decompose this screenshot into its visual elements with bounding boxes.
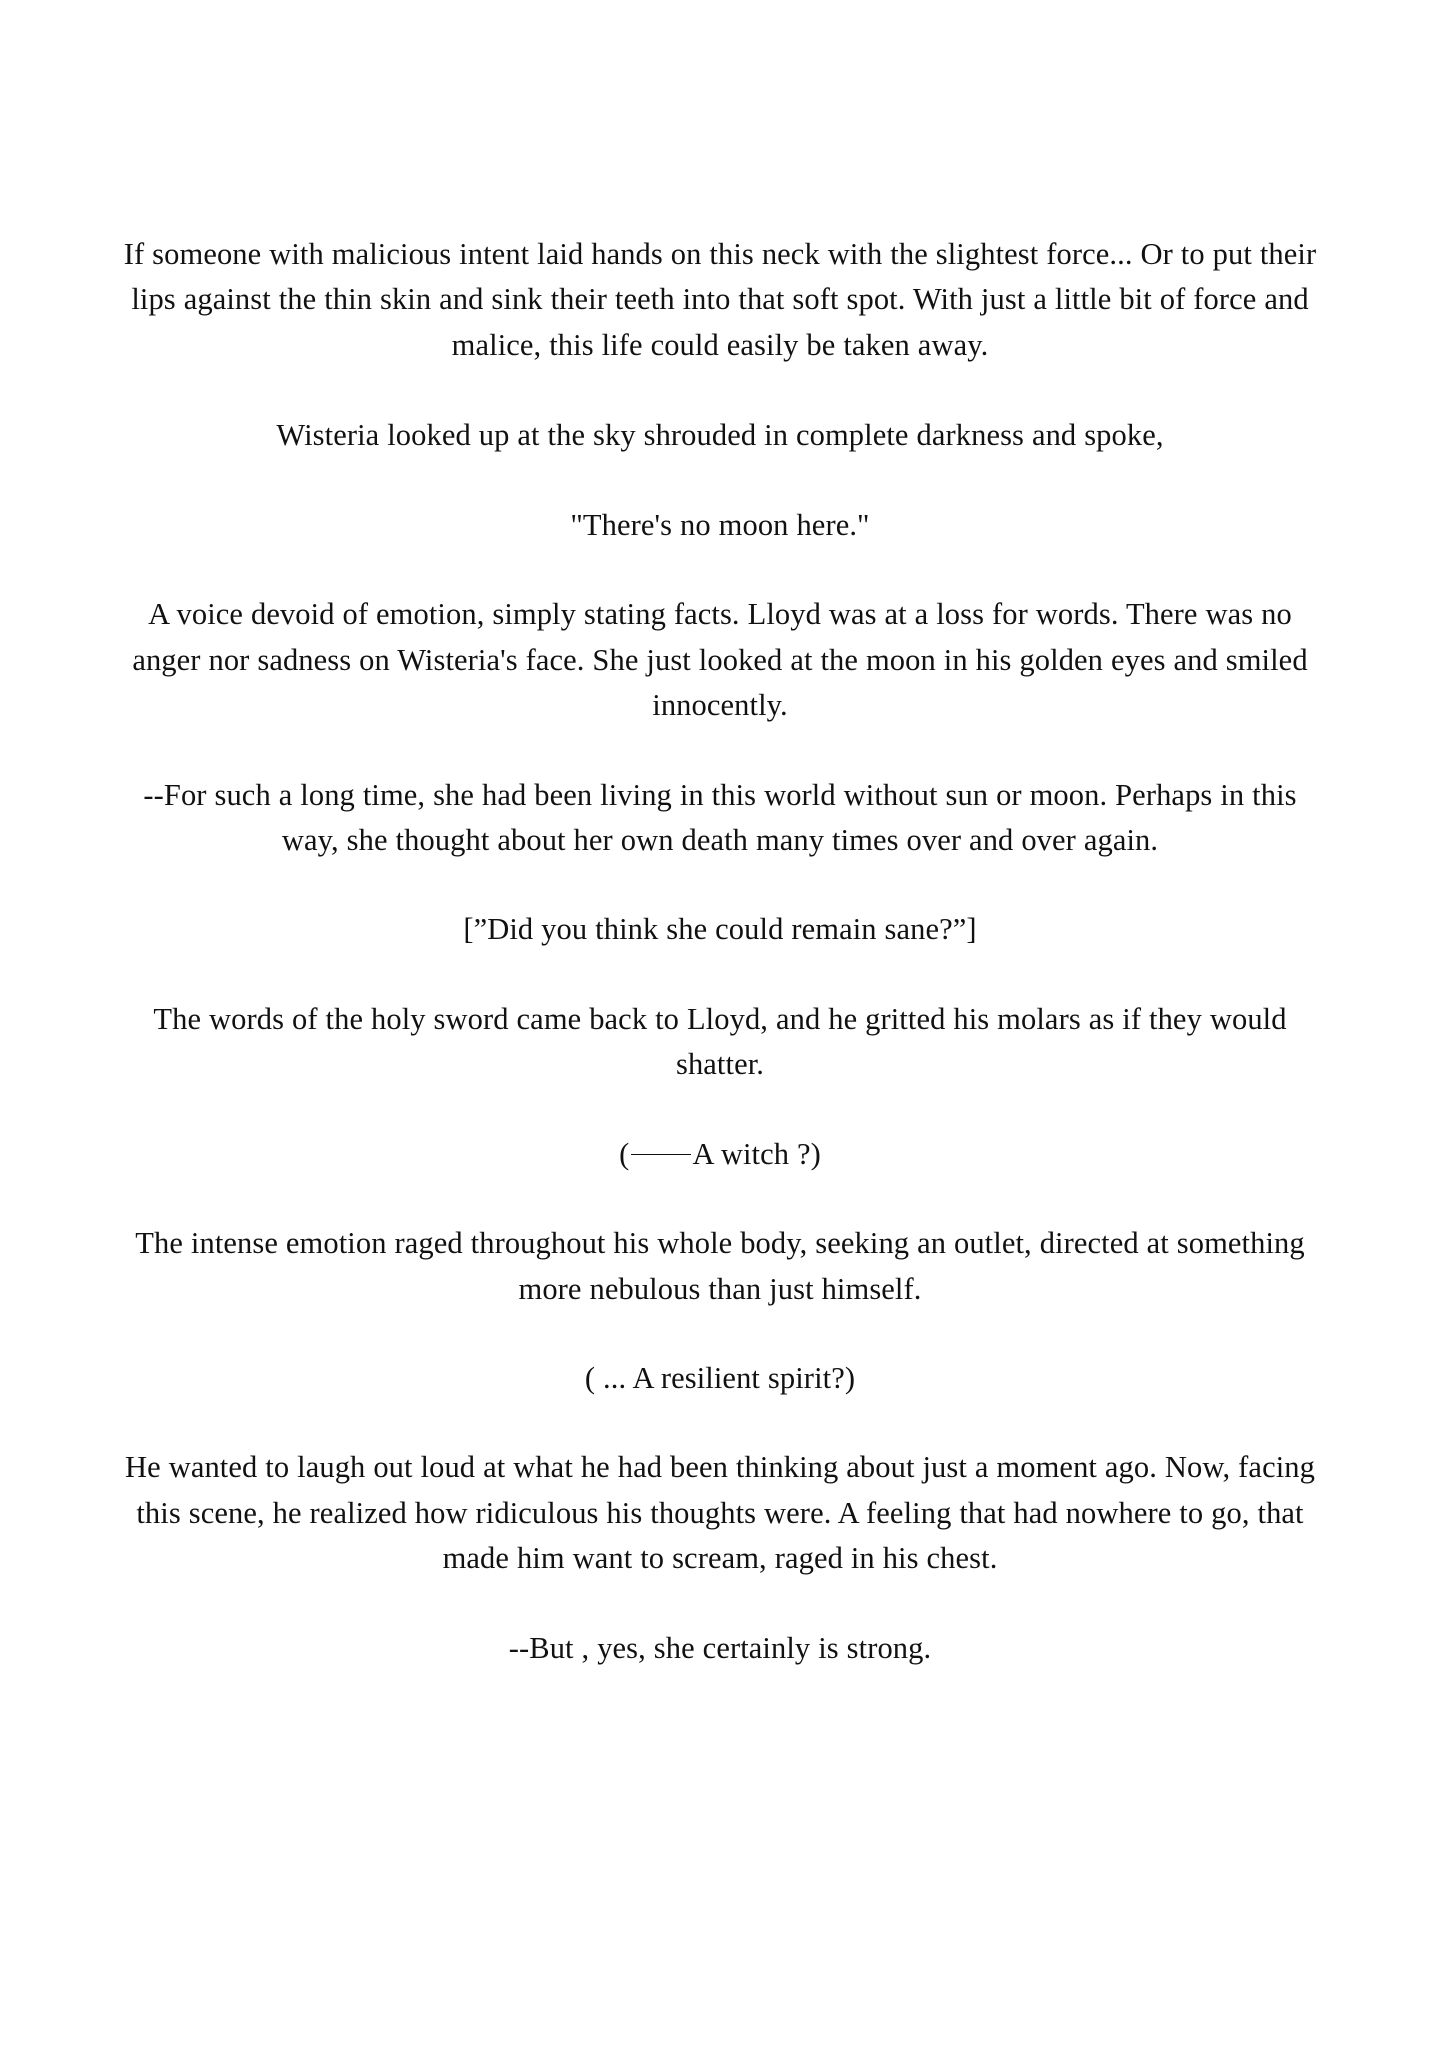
parenthetical-resilient-spirit: ( ... A resilient spirit?) [584,1361,856,1395]
paragraph-closing-she-is-strong: --But , yes, she certainly is strong. [508,1630,932,1665]
paragraph-wanted-to-laugh: He wanted to laugh out loud at what he had been thinking about just a moment ago. Now, facing this scene, he realized how ridiculous his thoughts were. A feeling that had nowhere to go, that made him want to scream, raged in his chest. [125,1450,1315,1576]
paragraph-wisteria-looks-up: Wisteria looked up at the sky shrouded in complete darkness and spoke, [276,418,1164,453]
paragraph-living-without-sun-or-moon: --For such a long time, she had been living in this world without sun or moon. Perhaps in this way, she thought about her own death many times over and over again. [143,777,1297,857]
paragraph-spacer [118,1312,1322,1356]
paragraph-holy-sword-words: The words of the holy sword came back to Lloyd, and he gritted his molars as if they would shatter. [153,1001,1287,1082]
paragraph-spacer [118,1582,1322,1626]
paragraph-voice-devoid-of-emotion: A voice devoid of emotion, simply stating facts. Lloyd was at a loss for words. There was no anger nor sadness on Wisteria's face. She just looked at the moon in his golden eyes and smiled innocently. [132,597,1308,723]
paragraph-spacer [118,1401,1322,1445]
paragraph-spacer [118,863,1322,907]
paragraph-spacer [118,548,1322,592]
paragraph-spacer [118,368,1322,413]
text-column [118,232,1322,1671]
paragraph-spacer [118,1177,1322,1221]
parenthetical-suffix: A witch ?) [692,1136,821,1171]
parenthetical-prefix: ( [619,1136,630,1171]
long-dash-rule-icon [631,1154,690,1155]
bracketed-quote-remain-sane: [”Did you think she could remain sane?”] [463,912,977,947]
paragraph-spacer [118,459,1322,503]
parenthetical-a-witch [118,1132,1322,1177]
paragraph-spacer [118,953,1322,997]
paragraph-opening-neck-description: If someone with malicious intent laid hands on this neck with the slightest force... Or to put their lips against the thin skin and sink their teeth into that soft spot. With just a little bit of force and malice, this life could easily be taken away. [123,237,1317,362]
dialogue-no-moon-here: "There's no moon here." [570,507,870,542]
paragraph-intense-emotion: The intense emotion raged throughout his whole body, seeking an outlet, directed at something more nebulous than just himself. [135,1226,1305,1306]
paragraph-spacer [118,1088,1322,1132]
paragraph-spacer [118,729,1322,773]
